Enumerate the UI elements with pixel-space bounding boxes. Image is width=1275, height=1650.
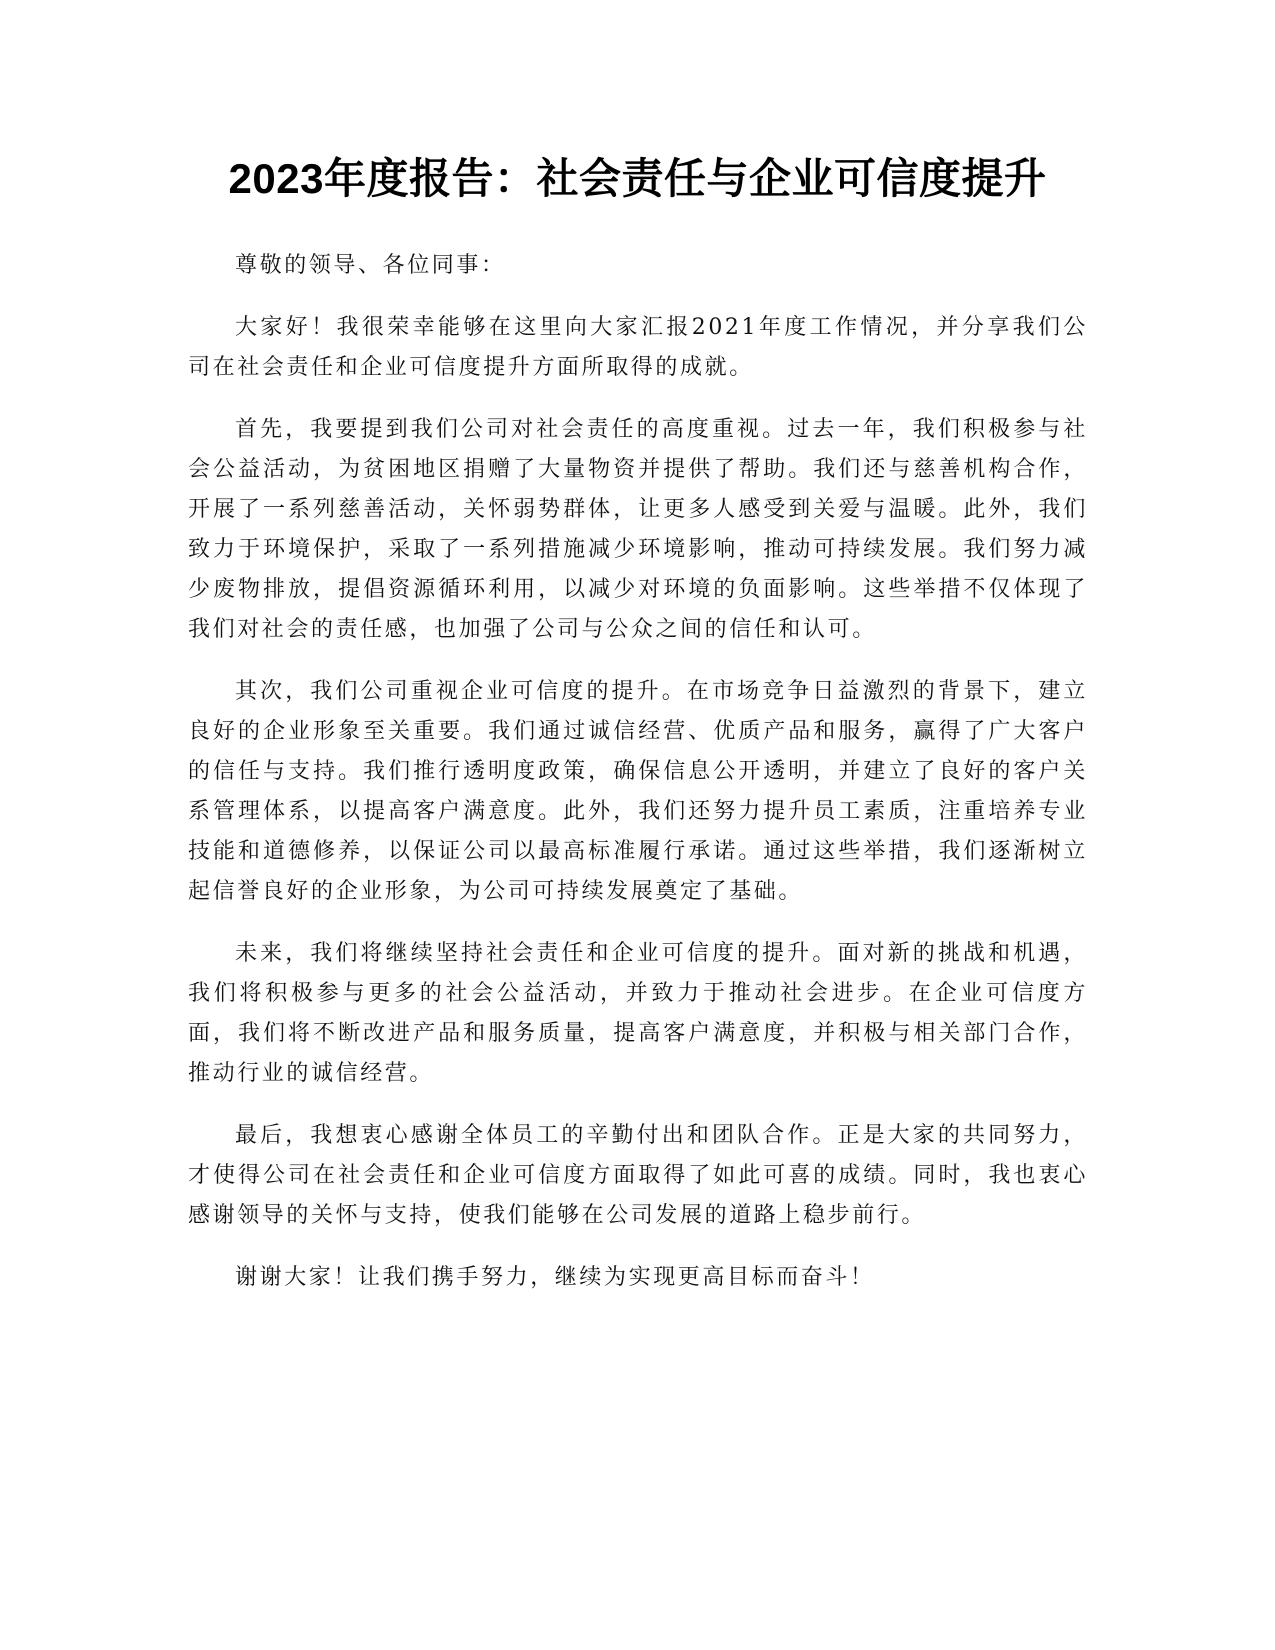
paragraph-thanks: 最后，我想衷心感谢全体员工的辛勤付出和团队合作。正是大家的共同努力，才使得公司在社会责任和企业可信度方面取得了如此可喜的成绩。同时，我也衷心感谢领导的关怀与支持，使我们能够在公司发展的道路上稳步前行。 — [188, 1123, 1088, 1228]
paragraph-future: 未来，我们将继续坚持社会责任和企业可信度的提升。面对新的挑战和机遇，我们将积极参与更多的社会公益活动，并致力于推动社会进步。在企业可信度方面，我们将不断改进产品和服务质量，提高客户满意度，并积极与相关部门合作，推动行业的诚信经营。 — [188, 941, 1088, 1086]
paragraph-credibility: 其次，我们公司重视企业可信度的提升。在市场竞争日益激烈的背景下，建立良好的企业形象至关重要。我们通过诚信经营、优质产品和服务，赢得了广大客户的信任与支持。我们推行透明度政策，确保信息公开透明，并建立了良好的客户关系管理体系，以提高客户满意度。此外，我们还努力提升员工素质，注重培养专业技能和道德修养，以保证公司以最高标准履行承诺。通过这些举措，我们逐渐树立起信誉良好的企业形象，为公司可持续发展奠定了基础。 — [188, 679, 1088, 904]
closing-line: 谢谢大家！让我们携手努力，继续为实现更高目标而奋斗！ — [235, 1265, 875, 1290]
paragraph-social-responsibility: 首先，我要提到我们公司对社会责任的高度重视。过去一年，我们积极参与社会公益活动，为贫困地区捐赠了大量物资并提供了帮助。我们还与慈善机构合作，开展了一系列慈善活动，关怀弱势群体，让更多人感受到关爱与温暖。此外，我们致力于环境保护，采取了一系列措施减少环境影响，推动可持续发展。我们努力减少废物排放，提倡资源循环利用，以减少对环境的负面影响。这些举措不仅体现了我们对社会的责任感，也加强了公司与公众之间的信任和认可。 — [188, 417, 1088, 642]
salutation: 尊敬的领导、各位同事： — [235, 253, 506, 278]
document-body — [188, 246, 1088, 1320]
document-title: 2023年度报告：社会责任与企业可信度提升 — [228, 155, 1047, 202]
paragraph-greeting: 大家好！我很荣幸能够在这里向大家汇报2021年度工作情况，并分享我们公司在社会责任和企业可信度提升方面所取得的成就。 — [188, 315, 1088, 380]
